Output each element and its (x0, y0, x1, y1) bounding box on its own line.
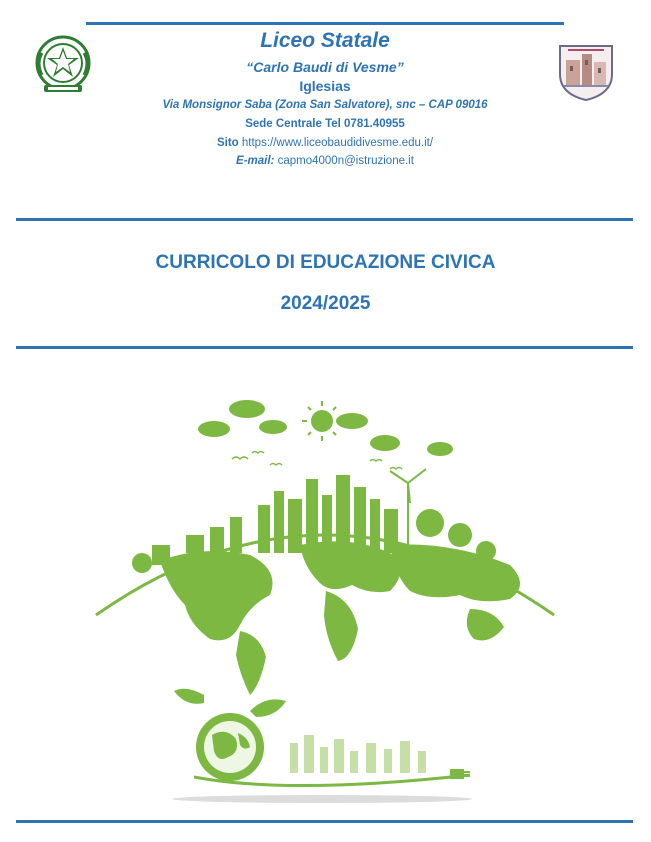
school-header (120, 28, 530, 170)
site-link[interactable]: https://www.liceobaudidivesme.edu.it/ (241, 137, 434, 149)
green-eco-earth-city-illustration (90, 395, 560, 805)
email-label: E-mail: (236, 155, 275, 167)
document-year: 2024/2025 (280, 293, 371, 314)
email-link[interactable]: capmo4000n@istruzione.it (277, 155, 414, 167)
school-name: Liceo Statale (260, 29, 390, 52)
school-subtitle: “Carlo Baudi di Vesme” (246, 59, 404, 75)
site-line (120, 134, 530, 152)
site-label: Sito (216, 137, 239, 149)
title-divider (16, 346, 633, 349)
top-rule (86, 22, 564, 25)
school-address: Via Monsignor Saba (Zona San Salvatore), snc – CAP 09016 (162, 99, 488, 111)
document-title: CURRICOLO DI EDUCAZIONE CIVICA (155, 252, 496, 273)
email-line (120, 152, 530, 170)
header-divider (16, 218, 633, 221)
school-phone: Sede Centrale Tel 0781.40955 (245, 118, 405, 130)
school-crest-icon (556, 40, 616, 102)
italian-republic-emblem-icon (32, 33, 94, 97)
school-city: Iglesias (299, 78, 351, 94)
bottom-rule (16, 820, 633, 823)
